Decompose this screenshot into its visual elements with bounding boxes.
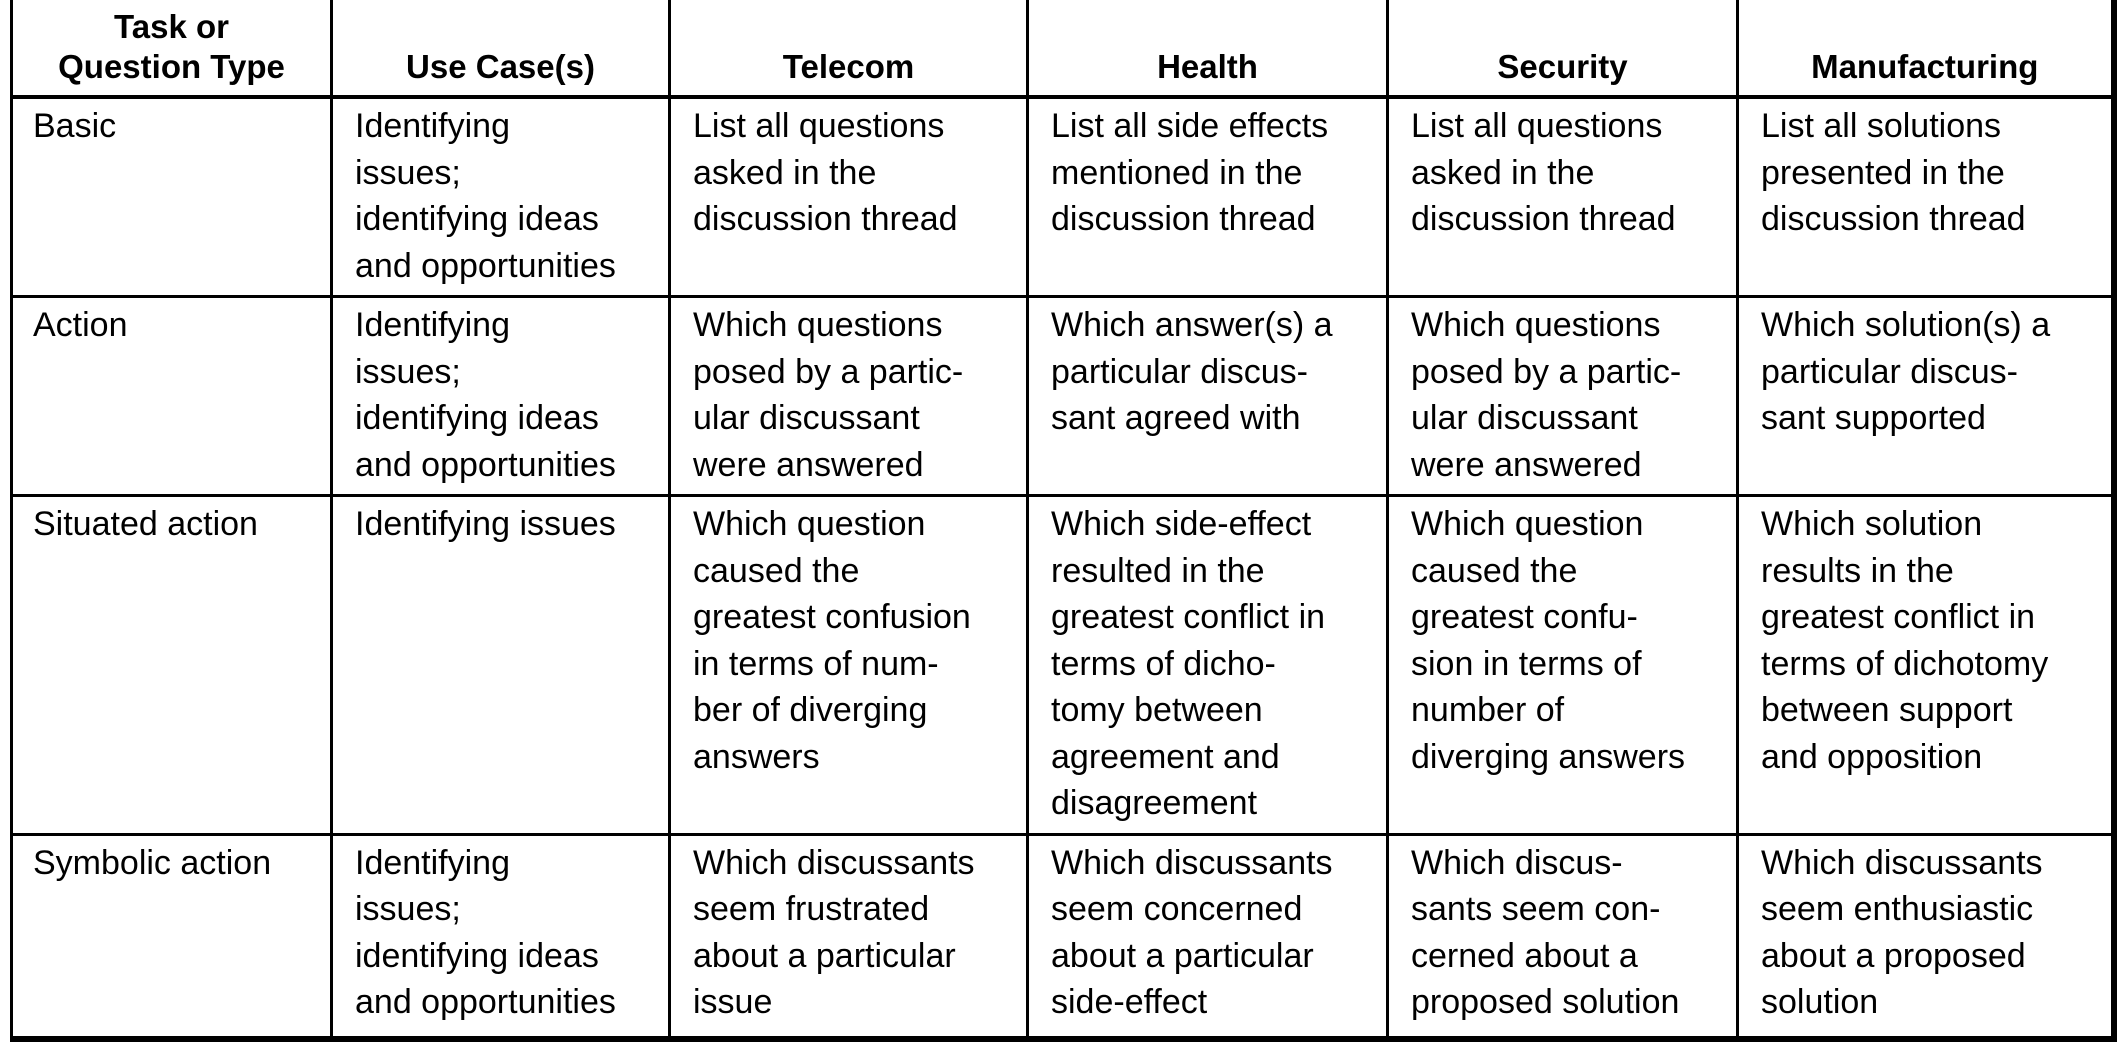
cell-manufacturing-text: Which solution results in the greatest conflict in terms of dichotomy between support and opposition [1761,505,2049,776]
cell-telecom-text: Which discussants seem frustrated about a particular issue [693,843,975,1021]
cell-type-text: Basic [33,107,117,145]
header-task-type-label: Task or Question Type [58,8,285,85]
table-row [12,297,2114,496]
table-row [12,496,2114,835]
cell-security [1388,97,1738,297]
cell-security [1388,496,1738,835]
cell-telecom-text: Which question caused the greatest confusion in terms of num- ber of diverging answers [693,505,971,776]
header-row [12,0,2114,97]
cell-manufacturing [1738,97,2114,297]
table-body [12,97,2114,1039]
cell-health [1028,97,1388,297]
cell-manufacturing [1738,834,2114,1039]
cell-use-cases-text: Identifying issues; identifying ideas and opportunities [355,843,616,1021]
cell-health-text: Which discussants seem concerned about a particular side-effect [1051,843,1333,1021]
cell-telecom [670,496,1028,835]
cell-security [1388,297,1738,496]
table-container [10,0,2112,1042]
cell-manufacturing [1738,297,2114,496]
table-header [12,0,2114,97]
cell-use-cases-text: Identifying issues [355,505,616,543]
header-telecom [670,0,1028,97]
cell-security-text: Which question caused the greatest confu- sion in terms of number of diverging answers [1411,505,1686,776]
cell-use-cases [332,97,670,297]
cell-use-cases-text: Identifying issues; identifying ideas and opportunities [355,306,616,484]
header-task-type [12,0,332,97]
cell-health-text: Which answer(s) a particular discus- sant agreed with [1051,306,1333,437]
cell-use-cases [332,496,670,835]
cell-health-text: List all side effects mentioned in the discussion thread [1051,107,1329,238]
cell-manufacturing-text: List all solutions presented in the discussion thread [1761,107,2026,238]
cell-manufacturing-text: Which solution(s) a particular discus- sant supported [1761,306,2051,437]
header-security [1388,0,1738,97]
cell-use-cases-text: Identifying issues; identifying ideas and opportunities [355,107,616,285]
cell-type [12,834,332,1039]
header-security-label: Security [1497,48,1628,85]
cell-telecom [670,834,1028,1039]
header-health [1028,0,1388,97]
cell-use-cases [332,834,670,1039]
header-health-label: Health [1157,48,1258,85]
cell-security-text: Which questions posed by a partic- ular discussant were answered [1411,306,1682,484]
header-use-cases-label: Use Case(s) [406,48,595,85]
header-manufacturing [1738,0,2114,97]
cell-type-text: Situated action [33,505,258,543]
cell-health [1028,297,1388,496]
cell-type-text: Symbolic action [33,843,272,882]
task-question-table [10,0,2117,1042]
table-row [12,834,2114,1039]
cell-manufacturing [1738,496,2114,835]
cell-telecom [670,297,1028,496]
cell-type [12,496,332,835]
cell-use-cases [332,297,670,496]
cell-telecom-text: Which questions posed by a partic- ular discussant were answered [693,306,964,484]
cell-health [1028,496,1388,835]
cell-type [12,97,332,297]
table-row [12,97,2114,297]
cell-security [1388,834,1738,1039]
cell-type-text: Action [33,306,128,344]
cell-type [12,297,332,496]
cell-telecom-text: List all questions asked in the discussion thread [693,107,958,238]
cell-health-text: Which side-effect resulted in the greatest conflict in terms of dicho- tomy between agreement and disagreement [1051,505,1326,822]
cell-security-text: Which discus- sants seem con- cerned about a proposed solution [1411,843,1680,1021]
cell-manufacturing-text: Which discussants seem enthusiastic about a proposed solution [1761,843,2043,1021]
header-manufacturing-label: Manufacturing [1811,48,2039,85]
cell-security-text: List all questions asked in the discussion thread [1411,107,1676,238]
header-use-cases [332,0,670,97]
cell-telecom [670,97,1028,297]
header-telecom-label: Telecom [782,48,915,85]
cell-health [1028,834,1388,1039]
